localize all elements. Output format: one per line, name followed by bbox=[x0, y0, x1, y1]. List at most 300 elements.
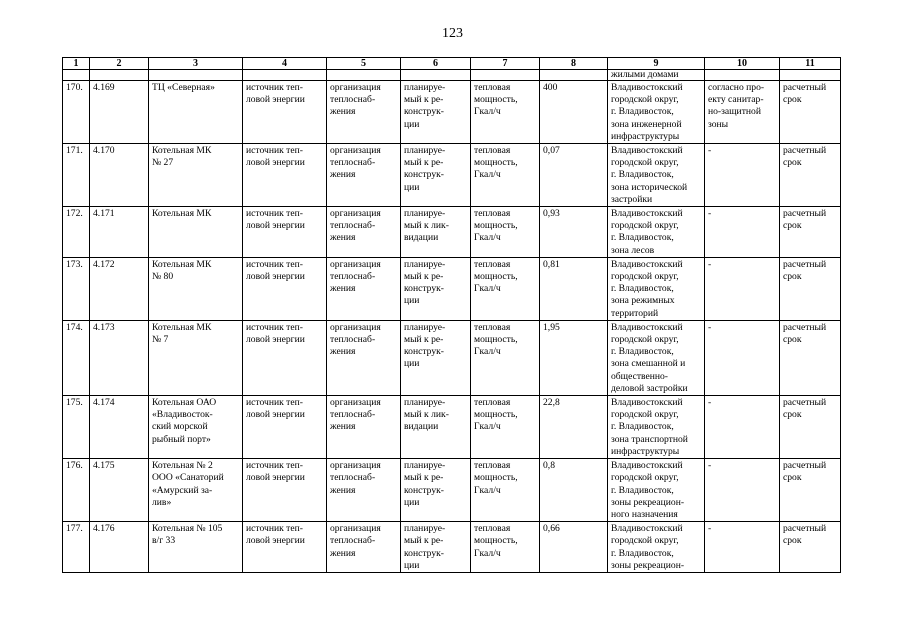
cell-line: но-защитной bbox=[708, 106, 761, 118]
cell-line: планируе- bbox=[404, 397, 446, 409]
cell-line: источник теп- bbox=[246, 523, 303, 535]
table-row bbox=[63, 320, 841, 395]
cell-line: ский морской bbox=[152, 421, 208, 433]
object-type-cell bbox=[243, 320, 327, 395]
cell-line: тепловая bbox=[474, 145, 511, 157]
cell-line: застройки bbox=[611, 193, 653, 205]
cell-line: Владивостокский bbox=[611, 460, 683, 472]
zone-cell bbox=[705, 396, 780, 459]
cell-line: общественно- bbox=[611, 370, 669, 382]
cell-line: мый к ре- bbox=[404, 271, 444, 283]
cell-line: № 7 bbox=[152, 334, 169, 346]
cell-line: мощность, bbox=[474, 535, 518, 547]
table-cell bbox=[471, 70, 540, 81]
cell-line: конструк- bbox=[404, 106, 444, 118]
organization-cell bbox=[327, 144, 401, 207]
data-table bbox=[62, 57, 841, 573]
row-code-cell: 4.176 bbox=[90, 522, 149, 573]
cell-line: городской округ, bbox=[611, 409, 679, 421]
cell-line: зона транспортной bbox=[611, 433, 688, 445]
cell-line: теплоснаб- bbox=[330, 94, 376, 106]
row-code-cell: 4.173 bbox=[90, 320, 149, 395]
term-cell bbox=[780, 320, 841, 395]
organization-cell bbox=[327, 81, 401, 144]
organization-cell bbox=[327, 396, 401, 459]
cell-line: организация bbox=[330, 460, 381, 472]
object-name-cell bbox=[149, 459, 243, 522]
row-number-cell: 172. bbox=[63, 207, 90, 258]
cell-line: тепловая bbox=[474, 82, 511, 93]
value-cell: 0,81 bbox=[540, 257, 608, 320]
cell-line: г. Владивосток, bbox=[611, 346, 674, 358]
cell-line: конструк- bbox=[404, 346, 444, 358]
cell-line: тепловая bbox=[474, 397, 511, 409]
cell-line: Котельная № 105 bbox=[152, 523, 223, 535]
parameter-cell bbox=[471, 207, 540, 258]
cell-line: жения bbox=[330, 232, 356, 244]
cell-line: - bbox=[708, 258, 712, 270]
status-cell bbox=[401, 144, 471, 207]
row-code-cell: 4.171 bbox=[90, 207, 149, 258]
cell-line: № 27 bbox=[152, 157, 174, 169]
cell-line: зона режимных bbox=[611, 295, 675, 307]
value-cell: 0,07 bbox=[540, 144, 608, 207]
cell-line: конструк- bbox=[404, 547, 444, 559]
cell-line: расчетный bbox=[783, 397, 827, 409]
cell-line: планируе- bbox=[404, 523, 446, 535]
term-cell bbox=[780, 396, 841, 459]
cell-line: срок bbox=[783, 472, 802, 484]
term-cell bbox=[780, 257, 841, 320]
object-name-cell bbox=[149, 396, 243, 459]
row-number-cell: 175. bbox=[63, 396, 90, 459]
cell-line: ловой энергии bbox=[246, 409, 305, 421]
column-header: 10 bbox=[705, 58, 780, 70]
cell-line: ловой энергии bbox=[246, 472, 305, 484]
object-type-cell bbox=[243, 257, 327, 320]
cell-line: Гкал/ч bbox=[474, 232, 501, 244]
cell-line: источник теп- bbox=[246, 397, 303, 409]
table-cell bbox=[401, 70, 471, 81]
cell-line: Котельная ОАО bbox=[152, 397, 217, 409]
parameter-cell bbox=[471, 522, 540, 573]
zone-cell bbox=[705, 257, 780, 320]
cell-line: планируе- bbox=[404, 145, 446, 157]
cell-line: зона лесов bbox=[611, 244, 655, 256]
cell-line: планируе- bbox=[404, 208, 446, 220]
cell-line: - bbox=[708, 460, 712, 472]
status-cell bbox=[401, 207, 471, 258]
cell-line: планируе- bbox=[404, 82, 446, 93]
table-row bbox=[63, 207, 841, 258]
row-number-cell: 170. bbox=[63, 81, 90, 144]
cell-line: ловой энергии bbox=[246, 94, 305, 106]
object-type-cell bbox=[243, 459, 327, 522]
cell-line: теплоснаб- bbox=[330, 334, 376, 346]
cell-line: - bbox=[708, 321, 712, 333]
cell-line: территорий bbox=[611, 307, 659, 319]
table-row bbox=[63, 522, 841, 573]
column-header: 4 bbox=[243, 58, 327, 70]
cell-line: мощность, bbox=[474, 472, 518, 484]
table-cell bbox=[705, 70, 780, 81]
term-cell bbox=[780, 144, 841, 207]
organization-cell bbox=[327, 459, 401, 522]
cell-line: № 80 bbox=[152, 271, 174, 283]
cell-line: зона исторической bbox=[611, 181, 688, 193]
cell-line: Гкал/ч bbox=[474, 106, 501, 118]
parameter-cell bbox=[471, 257, 540, 320]
zone-cell bbox=[705, 144, 780, 207]
organization-cell bbox=[327, 257, 401, 320]
cell-line: зоны bbox=[708, 118, 729, 130]
parameter-cell bbox=[471, 396, 540, 459]
cell-line: ции bbox=[404, 358, 420, 370]
column-header: 8 bbox=[540, 58, 608, 70]
cell-line: рыбный порт» bbox=[152, 433, 211, 445]
cell-line: Владивостокский bbox=[611, 321, 683, 333]
cell-line: «Владивосток- bbox=[152, 409, 213, 421]
cell-line: планируе- bbox=[404, 321, 446, 333]
row-number-cell: 177. bbox=[63, 522, 90, 573]
value-cell: 0,8 bbox=[540, 459, 608, 522]
cell-line: Владивостокский bbox=[611, 145, 683, 157]
cell-line: источник теп- bbox=[246, 460, 303, 472]
table-cell bbox=[780, 70, 841, 81]
table-cell bbox=[540, 70, 608, 81]
cell-line: жения bbox=[330, 484, 356, 496]
cell-line: теплоснаб- bbox=[330, 535, 376, 547]
cell-line: г. Владивосток, bbox=[611, 232, 674, 244]
status-cell bbox=[401, 522, 471, 573]
cell-line: срок bbox=[783, 535, 802, 547]
table-cell bbox=[149, 70, 243, 81]
cell-line: деловой застройки bbox=[611, 382, 688, 394]
object-type-cell bbox=[243, 81, 327, 144]
cell-line: организация bbox=[330, 208, 381, 220]
table-cell bbox=[90, 70, 149, 81]
cell-line: тепловая bbox=[474, 321, 511, 333]
cell-line: организация bbox=[330, 258, 381, 270]
cell-line: конструк- bbox=[404, 484, 444, 496]
cell-line: расчетный bbox=[783, 145, 827, 157]
cell-line: Котельная МК bbox=[152, 145, 212, 157]
location-cell bbox=[608, 81, 705, 144]
cell-line: Гкал/ч bbox=[474, 283, 501, 295]
zone-cell bbox=[705, 81, 780, 144]
value-cell: 0,66 bbox=[540, 522, 608, 573]
object-type-cell bbox=[243, 522, 327, 573]
cell-line: мый к лик- bbox=[404, 220, 449, 232]
object-name-cell bbox=[149, 522, 243, 573]
cell-line: жения bbox=[330, 283, 356, 295]
location-cell bbox=[608, 320, 705, 395]
parameter-cell bbox=[471, 459, 540, 522]
cell-line: зона инженерной bbox=[611, 118, 682, 130]
location-cell bbox=[608, 257, 705, 320]
row-code-cell: 4.174 bbox=[90, 396, 149, 459]
column-header-row bbox=[63, 58, 841, 70]
cell-line: расчетный bbox=[783, 82, 827, 93]
term-cell bbox=[780, 459, 841, 522]
cell-line: ловой энергии bbox=[246, 535, 305, 547]
row-number-cell: 176. bbox=[63, 459, 90, 522]
cell-line: лив» bbox=[152, 496, 172, 508]
cell-line: жения bbox=[330, 346, 356, 358]
cell-line: организация bbox=[330, 397, 381, 409]
cell-line: ловой энергии bbox=[246, 334, 305, 346]
object-name-cell bbox=[149, 257, 243, 320]
cell-line: источник теп- bbox=[246, 208, 303, 220]
cell-line: тепловая bbox=[474, 460, 511, 472]
status-cell bbox=[401, 257, 471, 320]
cell-line: организация bbox=[330, 523, 381, 535]
term-cell bbox=[780, 81, 841, 144]
cell-line: теплоснаб- bbox=[330, 472, 376, 484]
object-type-cell bbox=[243, 396, 327, 459]
cell-line: теплоснаб- bbox=[330, 220, 376, 232]
cell-line: ловой энергии bbox=[246, 157, 305, 169]
cell-line: тепловая bbox=[474, 258, 511, 270]
term-cell bbox=[780, 207, 841, 258]
object-name-cell bbox=[149, 81, 243, 144]
cell-line: ТЦ «Северная» bbox=[152, 82, 215, 93]
parameter-cell bbox=[471, 320, 540, 395]
cell-line: - bbox=[708, 523, 712, 535]
cell-line: согласно про- bbox=[708, 82, 765, 93]
cell-line: организация bbox=[330, 321, 381, 333]
cell-line: теплоснаб- bbox=[330, 157, 376, 169]
cell-line: мый к ре- bbox=[404, 157, 444, 169]
cell-line: в/г 33 bbox=[152, 535, 176, 547]
cell-line: организация bbox=[330, 145, 381, 157]
cell-line: г. Владивосток, bbox=[611, 283, 674, 295]
location-cell bbox=[608, 396, 705, 459]
cell-line: Владивостокский bbox=[611, 523, 683, 535]
cell-line: жения bbox=[330, 421, 356, 433]
cell-line: мый к лик- bbox=[404, 409, 449, 421]
cell-line: городской округ, bbox=[611, 472, 679, 484]
status-cell bbox=[401, 459, 471, 522]
cell-line: г. Владивосток, bbox=[611, 421, 674, 433]
cell-line: зоны рекреацион- bbox=[611, 496, 685, 508]
zone-cell bbox=[705, 459, 780, 522]
cell-line: тепловая bbox=[474, 523, 511, 535]
cell-line: источник теп- bbox=[246, 321, 303, 333]
table-cell bbox=[327, 70, 401, 81]
object-name-cell bbox=[149, 144, 243, 207]
table-cell: жилыми домами bbox=[608, 70, 705, 81]
cell-line: городской округ, bbox=[611, 271, 679, 283]
cell-line: ловой энергии bbox=[246, 271, 305, 283]
cell-line: городской округ, bbox=[611, 157, 679, 169]
cell-line: планируе- bbox=[404, 460, 446, 472]
cell-line: городской округ, bbox=[611, 94, 679, 106]
cell-line: расчетный bbox=[783, 258, 827, 270]
parameter-cell bbox=[471, 81, 540, 144]
cell-line: зоны рекреацион- bbox=[611, 559, 685, 571]
cell-line: срок bbox=[783, 157, 802, 169]
cell-line: екту санитар- bbox=[708, 94, 764, 106]
row-code-cell: 4.172 bbox=[90, 257, 149, 320]
cell-line: Гкал/ч bbox=[474, 346, 501, 358]
cell-line: Котельная МК bbox=[152, 208, 212, 220]
row-number-cell: 173. bbox=[63, 257, 90, 320]
cell-line: Владивостокский bbox=[611, 258, 683, 270]
cell-line: срок bbox=[783, 334, 802, 346]
cell-line: - bbox=[708, 208, 712, 220]
value-cell: 22,8 bbox=[540, 396, 608, 459]
cell-line: срок bbox=[783, 94, 802, 106]
cell-line: источник теп- bbox=[246, 82, 303, 93]
table-cell bbox=[63, 70, 90, 81]
cell-line: зона смешанной и bbox=[611, 358, 686, 370]
term-cell bbox=[780, 522, 841, 573]
object-name-cell bbox=[149, 320, 243, 395]
cell-line: видации bbox=[404, 232, 439, 244]
cell-line: видации bbox=[404, 421, 439, 433]
row-number-cell: 174. bbox=[63, 320, 90, 395]
cell-line: ции bbox=[404, 181, 420, 193]
table-row bbox=[63, 257, 841, 320]
cell-line: жения bbox=[330, 547, 356, 559]
column-header: 6 bbox=[401, 58, 471, 70]
cell-line: ции bbox=[404, 295, 420, 307]
parameter-cell bbox=[471, 144, 540, 207]
cell-line: конструк- bbox=[404, 283, 444, 295]
cell-line: Гкал/ч bbox=[474, 169, 501, 181]
cell-line: конструк- bbox=[404, 169, 444, 181]
cell-line: г. Владивосток, bbox=[611, 106, 674, 118]
location-cell bbox=[608, 459, 705, 522]
column-header: 3 bbox=[149, 58, 243, 70]
cell-line: мый к ре- bbox=[404, 334, 444, 346]
location-cell bbox=[608, 144, 705, 207]
object-name-cell bbox=[149, 207, 243, 258]
cell-line: ции bbox=[404, 118, 420, 130]
table-row bbox=[63, 81, 841, 144]
cell-line: городской округ, bbox=[611, 220, 679, 232]
cell-line: Котельная МК bbox=[152, 321, 212, 333]
cell-line: ции bbox=[404, 496, 420, 508]
cell-line: г. Владивосток, bbox=[611, 169, 674, 181]
cell-line: организация bbox=[330, 82, 381, 93]
value-cell: 400 bbox=[540, 81, 608, 144]
row-code-cell: 4.169 bbox=[90, 81, 149, 144]
cell-line: городской округ, bbox=[611, 535, 679, 547]
row-code-cell: 4.175 bbox=[90, 459, 149, 522]
cell-line: жения bbox=[330, 169, 356, 181]
cell-line: Владивостокский bbox=[611, 208, 683, 220]
cell-line: мощность, bbox=[474, 409, 518, 421]
cell-line: срок bbox=[783, 271, 802, 283]
cell-line: Гкал/ч bbox=[474, 484, 501, 496]
table-row bbox=[63, 459, 841, 522]
row-code-cell: 4.170 bbox=[90, 144, 149, 207]
location-cell bbox=[608, 207, 705, 258]
cell-line: срок bbox=[783, 409, 802, 421]
cell-line: Котельная № 2 bbox=[152, 460, 213, 472]
table-row bbox=[63, 396, 841, 459]
cell-line: Владивостокский bbox=[611, 82, 683, 93]
cell-line: «Амурский за- bbox=[152, 484, 213, 496]
organization-cell bbox=[327, 522, 401, 573]
value-cell: 1,95 bbox=[540, 320, 608, 395]
column-header: 9 bbox=[608, 58, 705, 70]
cell-line: теплоснаб- bbox=[330, 271, 376, 283]
cell-line: мый к ре- bbox=[404, 535, 444, 547]
row-number-cell: 171. bbox=[63, 144, 90, 207]
continuation-row bbox=[63, 70, 841, 81]
column-header: 5 bbox=[327, 58, 401, 70]
cell-line: источник теп- bbox=[246, 258, 303, 270]
column-header: 1 bbox=[63, 58, 90, 70]
cell-line: инфраструктуры bbox=[611, 445, 680, 457]
status-cell bbox=[401, 396, 471, 459]
cell-line: расчетный bbox=[783, 208, 827, 220]
object-type-cell bbox=[243, 144, 327, 207]
cell-line: теплоснаб- bbox=[330, 409, 376, 421]
cell-line: ловой энергии bbox=[246, 220, 305, 232]
zone-cell bbox=[705, 522, 780, 573]
cell-line: мощность, bbox=[474, 157, 518, 169]
cell-line: ООО «Санаторий bbox=[152, 472, 224, 484]
cell-line: городской округ, bbox=[611, 334, 679, 346]
cell-line: Котельная МК bbox=[152, 258, 212, 270]
column-header: 2 bbox=[90, 58, 149, 70]
cell-line: мощность, bbox=[474, 271, 518, 283]
cell-line: расчетный bbox=[783, 460, 827, 472]
cell-line: источник теп- bbox=[246, 145, 303, 157]
location-cell bbox=[608, 522, 705, 573]
cell-line: планируе- bbox=[404, 258, 446, 270]
status-cell bbox=[401, 81, 471, 144]
cell-line: мощность, bbox=[474, 220, 518, 232]
cell-line: инфраструктуры bbox=[611, 130, 680, 142]
cell-line: ции bbox=[404, 559, 420, 571]
cell-line: мощность, bbox=[474, 334, 518, 346]
organization-cell bbox=[327, 207, 401, 258]
table-row bbox=[63, 144, 841, 207]
cell-line: мощность, bbox=[474, 94, 518, 106]
value-cell: 0,93 bbox=[540, 207, 608, 258]
cell-line: г. Владивосток, bbox=[611, 547, 674, 559]
cell-line: ного назначения bbox=[611, 508, 678, 520]
cell-line: Гкал/ч bbox=[474, 421, 501, 433]
page-number: 123 bbox=[442, 26, 463, 41]
cell-line: г. Владивосток, bbox=[611, 484, 674, 496]
object-type-cell bbox=[243, 207, 327, 258]
status-cell bbox=[401, 320, 471, 395]
cell-line: - bbox=[708, 145, 712, 157]
table-cell bbox=[243, 70, 327, 81]
cell-line: Гкал/ч bbox=[474, 547, 501, 559]
zone-cell bbox=[705, 320, 780, 395]
cell-line: жения bbox=[330, 106, 356, 118]
cell-line: срок bbox=[783, 220, 802, 232]
cell-line: Владивостокский bbox=[611, 397, 683, 409]
cell-line: мый к ре- bbox=[404, 94, 444, 106]
column-header: 7 bbox=[471, 58, 540, 70]
organization-cell bbox=[327, 320, 401, 395]
cell-line: расчетный bbox=[783, 321, 827, 333]
zone-cell bbox=[705, 207, 780, 258]
cell-line: - bbox=[708, 397, 712, 409]
cell-line: мый к ре- bbox=[404, 472, 444, 484]
cell-line: тепловая bbox=[474, 208, 511, 220]
cell-line: расчетный bbox=[783, 523, 827, 535]
column-header: 11 bbox=[780, 58, 841, 70]
